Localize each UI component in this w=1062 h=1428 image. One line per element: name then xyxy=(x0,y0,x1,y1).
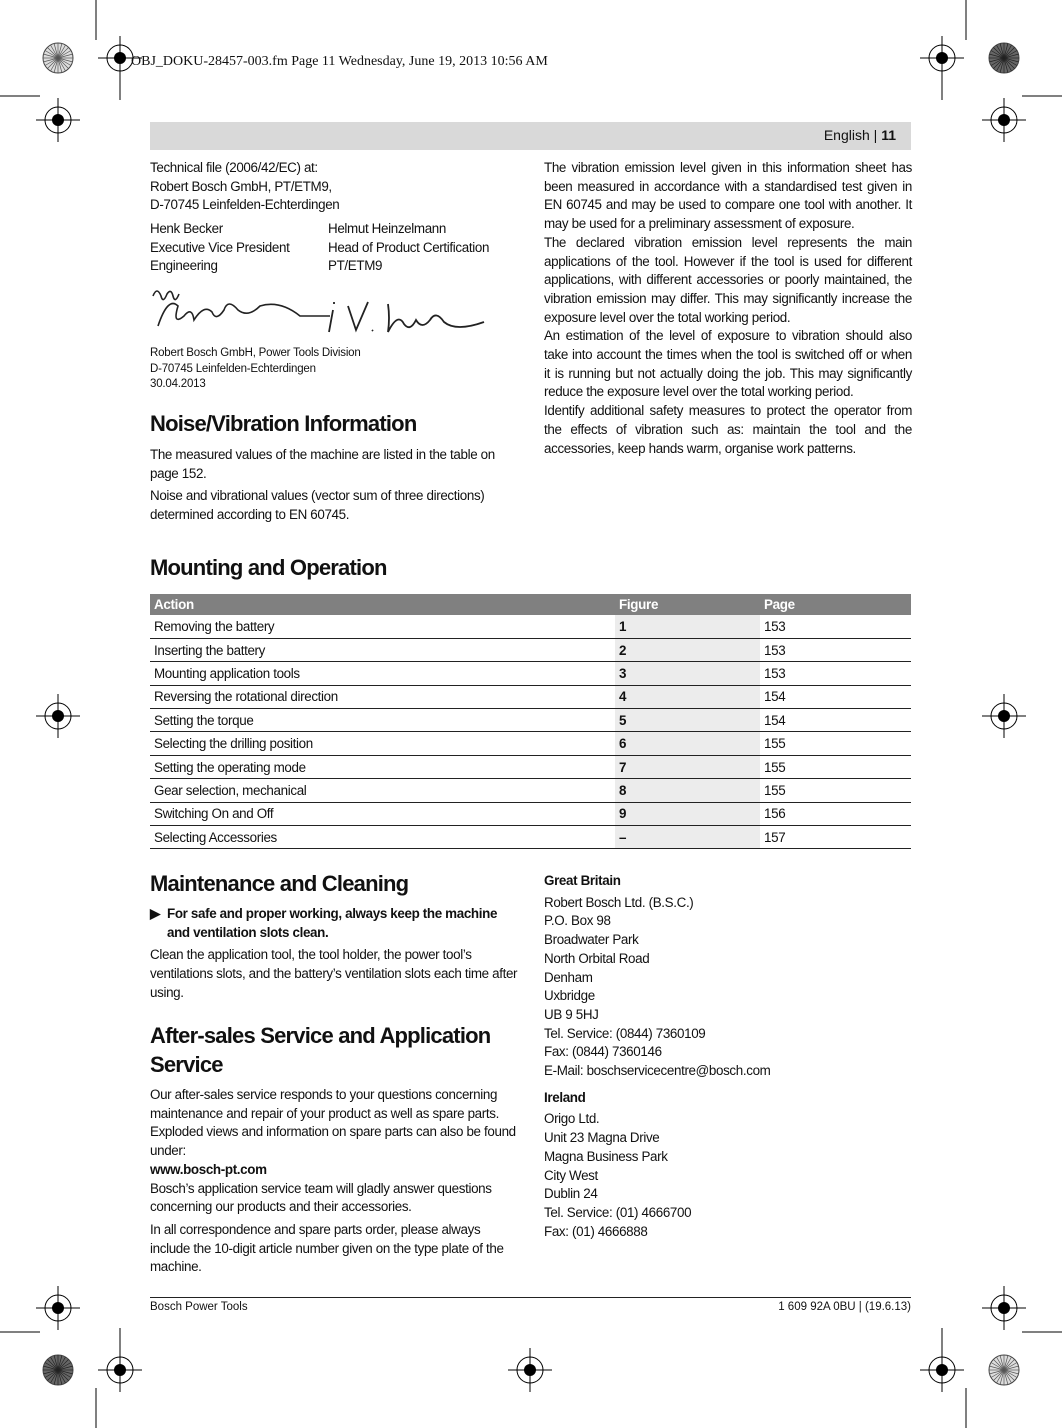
address-line: Robert Bosch Ltd. (B.S.C.) xyxy=(544,894,694,910)
page-number: 11 xyxy=(881,127,896,143)
website-link[interactable]: www.bosch-pt.com xyxy=(150,1161,267,1177)
page-cell: 155 xyxy=(760,779,911,802)
text-line: Head of Product Certification xyxy=(328,239,490,255)
table-row xyxy=(150,802,911,825)
figure-cell: 8 xyxy=(615,779,760,802)
figure-cell: 6 xyxy=(615,732,760,755)
table-row xyxy=(150,709,911,732)
address-line: Fax: (01) 4666888 xyxy=(544,1223,648,1239)
paragraph: Clean the application tool, the tool holder, the power tool’s ventilations slots, and the battery’s ventilation slots each time after using. xyxy=(150,947,518,1000)
address-line: North Orbital Road xyxy=(544,950,650,966)
footer-left: Bosch Power Tools xyxy=(150,1301,248,1313)
table-row xyxy=(150,638,911,661)
safety-bullet xyxy=(150,905,518,942)
paragraph: The vibration emission level given in this information sheet has been measured in accordance with a standardised test given in EN 60745 and may be used to compare one tool with another. It may be used for a preliminary assessment of exposure. xyxy=(544,160,912,232)
address-line: E-Mail: boschservicecentre@bosch.com xyxy=(544,1063,771,1079)
figure-cell: 1 xyxy=(615,615,760,638)
action-cell: Switching On and Off xyxy=(150,802,615,825)
address-line: Magna Business Park xyxy=(544,1148,668,1164)
contact-ireland xyxy=(544,1110,912,1241)
paragraph: The declared vibration emission level represents the main applications of the tool. However if the tool is used for different applications, with different accessories or poorly maintained, the vibration emission may differ. This may significantly increase the exposure level over the total working period. xyxy=(544,234,912,325)
page-cell: 155 xyxy=(760,732,911,755)
page-cell: 153 xyxy=(760,615,911,638)
table-row xyxy=(150,779,911,802)
figure-cell: 7 xyxy=(615,755,760,778)
contact-great-britain xyxy=(544,894,912,1081)
vibration-text xyxy=(544,159,912,458)
figure-cell: – xyxy=(615,826,760,849)
address-line: Tel. Service: (0844) 7360109 xyxy=(544,1025,706,1041)
address-line: UB 9 5HJ xyxy=(544,1006,599,1022)
text-line: Robert Bosch GmbH, PT/ETM9, xyxy=(150,178,332,194)
paragraph: Bosch’s application service team will gladly answer questions concerning our products and their accessories. xyxy=(150,1180,492,1215)
address-line: City West xyxy=(544,1167,598,1183)
paragraph: Our after-sales service responds to your questions concerning maintenance and repair of your product as well as spare parts. Exploded views and information on spare parts can also be found under: xyxy=(150,1087,516,1159)
address-line: Fax: (0844) 7360146 xyxy=(544,1044,662,1060)
paragraph: An estimation of the level of exposure to vibration should also take into account the times when the tool is switched off or when it is running but not actually doing the job. This may significantly reduce the exposure level over the total working period. xyxy=(544,328,912,400)
maintenance-heading: Maintenance and Cleaning xyxy=(150,871,409,896)
text-line: Helmut Heinzelmann xyxy=(328,221,446,236)
address-line: Uxbridge xyxy=(544,988,595,1004)
table-row xyxy=(150,755,911,778)
noise-section xyxy=(150,446,518,529)
paragraph: The measured values of the machine are listed in the table on page 152. xyxy=(150,447,495,481)
service-section xyxy=(150,1086,518,1281)
page-cell: 156 xyxy=(760,802,911,825)
print-header: OBJ_DOKU-28457-003.fm Page 11 Wednesday, June 19, 2013 10:56 AM xyxy=(131,54,548,69)
page-cell: 154 xyxy=(760,709,911,732)
column-header: Page xyxy=(760,594,911,615)
address-line: Denham xyxy=(544,969,593,985)
action-cell: Setting the torque xyxy=(150,709,615,732)
footer-right: 1 609 92A 0BU | (19.6.13) xyxy=(778,1301,911,1313)
address-line: Unit 23 Magna Drive xyxy=(544,1130,660,1146)
figure-cell: 5 xyxy=(615,709,760,732)
action-cell: Inserting the battery xyxy=(150,638,615,661)
table-row xyxy=(150,732,911,755)
bullet-text: For safe and proper working, always keep the machine and ventilation slots clean. xyxy=(167,906,498,940)
triangle-bullet-icon: ▶ xyxy=(150,906,160,921)
action-cell: Setting the operating mode xyxy=(150,755,615,778)
technical-file xyxy=(150,159,515,215)
action-cell: Selecting the drilling position xyxy=(150,732,615,755)
figure-cell: 2 xyxy=(615,638,760,661)
signer-1 xyxy=(150,220,289,276)
page-cell: 154 xyxy=(760,685,911,708)
action-cell: Selecting Accessories xyxy=(150,826,615,849)
address-line: P.O. Box 98 xyxy=(544,913,611,929)
page-footer xyxy=(150,1297,911,1313)
contact-country: Great Britain xyxy=(544,873,621,888)
text-line: Robert Bosch GmbH, Power Tools Division xyxy=(150,347,361,359)
paragraph: Identify additional safety measures to protect the operator from the effects of vibration such as: maintain the tool and the accessories, keep hands warm, organise work patterns. xyxy=(544,403,912,456)
action-cell: Reversing the rotational direction xyxy=(150,685,615,708)
mounting-heading: Mounting and Operation xyxy=(150,555,387,580)
signer-2 xyxy=(328,220,489,276)
text-line: Henk Becker xyxy=(150,221,223,236)
address-line: Tel. Service: (01) 4666700 xyxy=(544,1204,692,1220)
company-address xyxy=(150,346,361,393)
address-line: Dublin 24 xyxy=(544,1186,598,1202)
table-row xyxy=(150,662,911,685)
address-line: Origo Ltd. xyxy=(544,1111,600,1127)
text-line: PT/ETM9 xyxy=(328,258,383,274)
table-row xyxy=(150,615,911,638)
maintenance-section xyxy=(150,905,518,1007)
action-cell: Gear selection, mechanical xyxy=(150,779,615,802)
service-heading: After-sales Service and Application Service xyxy=(150,1023,491,1077)
figure-cell: 3 xyxy=(615,662,760,685)
signatures-image xyxy=(148,282,498,342)
column-header: Action xyxy=(150,594,615,615)
text-line: D-70745 Leinfelden-Echterdingen xyxy=(150,362,316,375)
text-line: Technical file (2006/42/EC) at: xyxy=(150,160,318,175)
noise-heading: Noise/Vibration Information xyxy=(150,411,417,436)
paragraph: In all correspondence and spare parts order, please always include the 10-digit article number given on the type plate of the machine. xyxy=(150,1221,504,1275)
header-bar xyxy=(150,122,911,150)
contact-country: Ireland xyxy=(544,1089,586,1105)
figure-cell: 9 xyxy=(615,802,760,825)
figure-cell: 4 xyxy=(615,685,760,708)
page-cell: 155 xyxy=(760,755,911,778)
contacts xyxy=(544,872,912,1241)
text-line: Executive Vice President xyxy=(150,239,290,255)
text-line: Engineering xyxy=(150,258,218,274)
paragraph: Noise and vibrational values (vector sum of three directions) determined according to EN 60745. xyxy=(150,488,485,523)
mounting-table xyxy=(150,594,911,849)
header-language: English xyxy=(823,127,870,143)
column-header: Figure xyxy=(615,594,760,615)
page-header: English | 11 xyxy=(823,127,896,143)
page-cell: 157 xyxy=(760,826,911,849)
table-row xyxy=(150,826,911,849)
action-cell: Removing the battery xyxy=(150,615,615,638)
action-cell: Mounting application tools xyxy=(150,662,615,685)
text-line: 30.04.2013 xyxy=(150,378,206,390)
page-cell: 153 xyxy=(760,638,911,661)
address-line: Broadwater Park xyxy=(544,932,639,948)
text-line: D-70745 Leinfelden-Echterdingen xyxy=(150,197,340,213)
page-cell: 153 xyxy=(760,662,911,685)
table-row xyxy=(150,685,911,708)
